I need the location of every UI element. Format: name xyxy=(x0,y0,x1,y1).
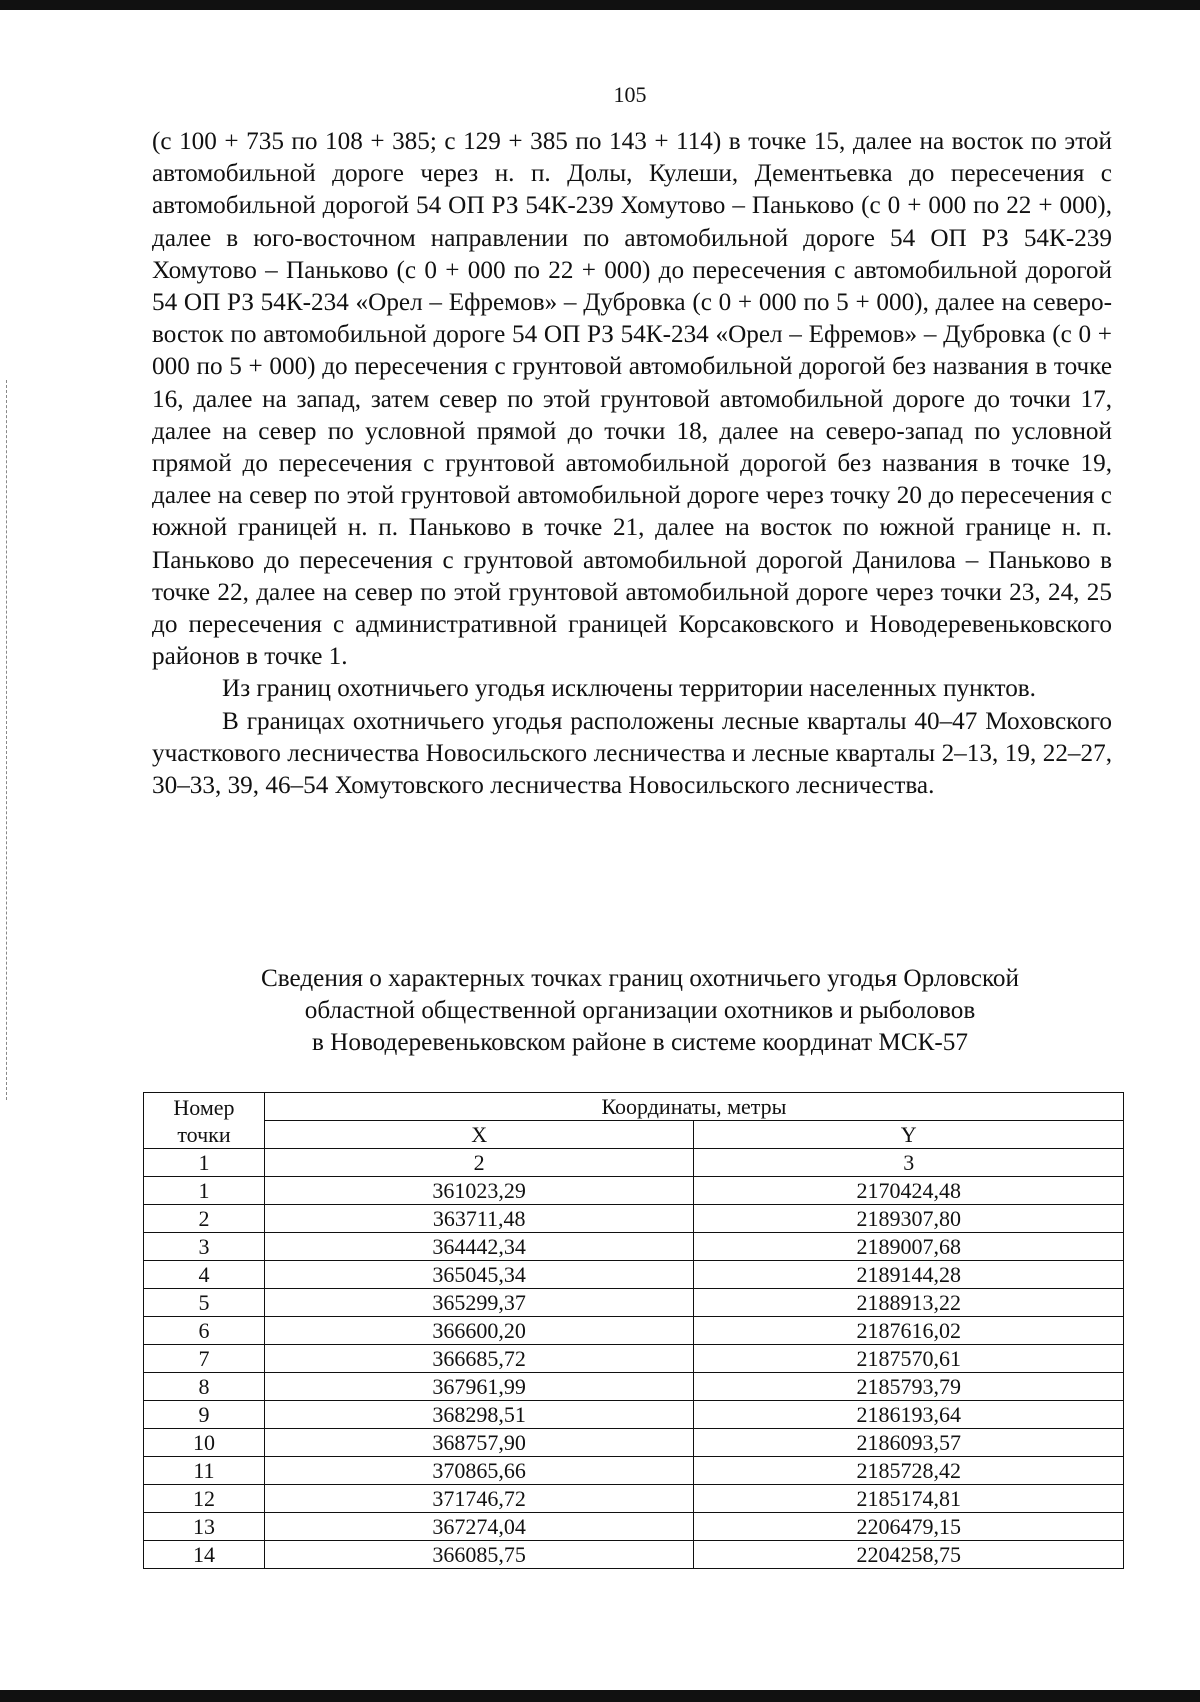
y-coordinate-cell: 2186193,64 xyxy=(694,1401,1124,1429)
caption-line: Сведения о характерных точках границ охотничьего угодья Орловской xyxy=(260,965,1020,992)
table-row xyxy=(144,1541,1124,1569)
header-point-number: Номер точки xyxy=(144,1093,265,1149)
y-coordinate-cell: 2189144,28 xyxy=(694,1261,1124,1289)
point-number-cell: 3 xyxy=(144,1233,265,1261)
point-number-cell: 2 xyxy=(144,1205,265,1233)
header-x: X xyxy=(264,1121,694,1149)
y-coordinate-cell: 2188913,22 xyxy=(694,1289,1124,1317)
x-coordinate-cell: 364442,34 xyxy=(264,1233,694,1261)
table-caption xyxy=(160,963,1120,1059)
point-number-cell: 7 xyxy=(144,1345,265,1373)
scan-edge-bottom xyxy=(0,1690,1200,1702)
scan-edge-top xyxy=(0,0,1200,10)
scan-margin-marks xyxy=(6,380,10,1100)
x-coordinate-cell: 368298,51 xyxy=(264,1401,694,1429)
y-coordinate-cell: 2185793,79 xyxy=(694,1373,1124,1401)
paragraph-exclusions: Из границ охотничьего угодья исключены территории населенных пунктов. xyxy=(222,675,1036,703)
paragraph-boundary-description: (с 100 + 735 по 108 + 385; с 129 + 385 по 143 + 114) в точке 15, далее на восток по этой автомобильной дороге через н. п. Долы, Кулеши, Дементьевка до пересечения с автомобильной дорогой 54 ОП РЗ 54К-239 Хомутово – Паньково (с 0 + 000 по 22 + 000), далее в юго-восточном направлении по автомобильной дороге 54 ОП РЗ 54К-239 Хомутово – Паньково (с 0 + 000 по 22 + 000) до пересечения с автомобильной дорогой 54 ОП РЗ 54К-234 «Орел – Ефремов» – Дубровка (с 0 + 000 по 5 + 000), далее на северо-восток по автомобильной дороге 54 ОП РЗ 54К-234 «Орел – Ефремов» – Дубровка (с 0 + 000 по 5 + 000) до пересечения с грунтовой автомобильной дорогой без названия в точке 16, далее на запад, затем север по этой грунтовой автомобильной дороге до точки 17, далее на север по условной прямой до точки 18, далее на северо-запад по условной прямой до пересечения с грунтовой автомобильной дорогой без названия в точке 19, далее на север по этой грунтовой автомобильной дороге через точку 20 до пересечения с южной границей н. п. Паньково в точке 21, далее на восток по южной границе н. п. Паньково до пересечения с грунтовой автомобильной дорогой Данилова – Паньково в точке 22, далее на север по этой грунтовой автомобильной дороге через точки 23, 24, 25 до пересечения с административной границей Корсаковского и Новодеревеньковского районов в точке 1. xyxy=(152,128,1112,671)
point-number-cell: 14 xyxy=(144,1541,265,1569)
table-row xyxy=(144,1233,1124,1261)
point-number-cell: 13 xyxy=(144,1513,265,1541)
table-row xyxy=(144,1317,1124,1345)
y-coordinate-cell: 2204258,75 xyxy=(694,1541,1124,1569)
document-body xyxy=(152,126,1112,802)
point-number-cell: 4 xyxy=(144,1261,265,1289)
point-number-cell: 8 xyxy=(144,1373,265,1401)
x-coordinate-cell: 367274,04 xyxy=(264,1513,694,1541)
x-coordinate-cell: 368757,90 xyxy=(264,1429,694,1457)
x-coordinate-cell: 371746,72 xyxy=(264,1485,694,1513)
point-number-cell: 1 xyxy=(144,1177,265,1205)
header-coordinates: Координаты, метры xyxy=(264,1093,1123,1121)
point-number-cell: 5 xyxy=(144,1289,265,1317)
column-index: 3 xyxy=(694,1149,1124,1177)
point-number-cell: 6 xyxy=(144,1317,265,1345)
x-coordinate-cell: 365299,37 xyxy=(264,1289,694,1317)
y-coordinate-cell: 2189007,68 xyxy=(694,1233,1124,1261)
table-row xyxy=(144,1205,1124,1233)
column-index: 2 xyxy=(264,1149,694,1177)
table-row xyxy=(144,1485,1124,1513)
x-coordinate-cell: 363711,48 xyxy=(264,1205,694,1233)
point-number-cell: 10 xyxy=(144,1429,265,1457)
y-coordinate-cell: 2187570,61 xyxy=(694,1345,1124,1373)
caption-line: областной общественной организации охотников и рыболовов xyxy=(304,997,976,1024)
y-coordinate-cell: 2187616,02 xyxy=(694,1317,1124,1345)
table-header-row xyxy=(144,1121,1124,1149)
table-row xyxy=(144,1345,1124,1373)
table-row xyxy=(144,1177,1124,1205)
y-coordinate-cell: 2170424,48 xyxy=(694,1177,1124,1205)
table-row xyxy=(144,1373,1124,1401)
table-row xyxy=(144,1429,1124,1457)
point-number-cell: 11 xyxy=(144,1457,265,1485)
column-index: 1 xyxy=(144,1149,265,1177)
x-coordinate-cell: 365045,34 xyxy=(264,1261,694,1289)
table-row xyxy=(144,1401,1124,1429)
table-header-row xyxy=(144,1093,1124,1121)
paragraph-forest-quarters: В границах охотничьего угодья расположены лесные кварталы 40–47 Моховского участкового лесничества Новосильского лесничества и лесные кварталы 2–13, 19, 22–27, 30–33, 39, 46–54 Хомутовского лесничества Новосильского лесничества. xyxy=(152,707,1112,800)
y-coordinate-cell: 2206479,15 xyxy=(694,1513,1124,1541)
header-y: Y xyxy=(694,1121,1124,1149)
y-coordinate-cell: 2189307,80 xyxy=(694,1205,1124,1233)
y-coordinate-cell: 2185728,42 xyxy=(694,1457,1124,1485)
x-coordinate-cell: 366600,20 xyxy=(264,1317,694,1345)
column-index-row xyxy=(144,1149,1124,1177)
caption-line: в Новодеревеньковском районе в системе координат МСК-57 xyxy=(311,1029,968,1056)
x-coordinate-cell: 370865,66 xyxy=(264,1457,694,1485)
y-coordinate-cell: 2185174,81 xyxy=(694,1485,1124,1513)
point-number-cell: 9 xyxy=(144,1401,265,1429)
page-number: 105 xyxy=(613,82,647,107)
table-row xyxy=(144,1513,1124,1541)
y-coordinate-cell: 2186093,57 xyxy=(694,1429,1124,1457)
coordinates-table xyxy=(143,1092,1124,1569)
table-row xyxy=(144,1457,1124,1485)
table-row xyxy=(144,1261,1124,1289)
point-number-cell: 12 xyxy=(144,1485,265,1513)
x-coordinate-cell: 366685,72 xyxy=(264,1345,694,1373)
x-coordinate-cell: 366085,75 xyxy=(264,1541,694,1569)
x-coordinate-cell: 361023,29 xyxy=(264,1177,694,1205)
table-row xyxy=(144,1289,1124,1317)
x-coordinate-cell: 367961,99 xyxy=(264,1373,694,1401)
